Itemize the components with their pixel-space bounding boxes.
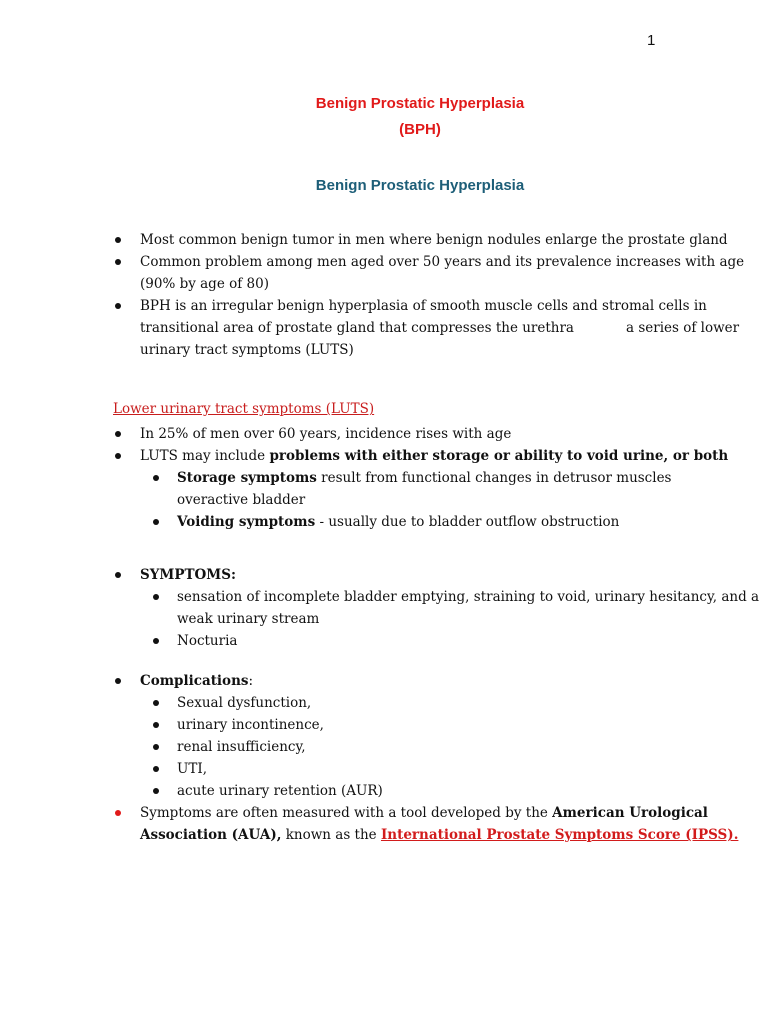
list-item: renal insufficiency, [0,736,768,758]
list-item [0,564,768,586]
luts-list [0,423,768,533]
list-item: In 25% of men over 60 years, incidence rises with age [0,423,768,445]
complications-list [0,670,768,846]
page-number: 1 [647,32,656,49]
list-item: Most common benign tumor in men where benign nodules enlarge the prostate gland [0,229,768,251]
list-item: Symptoms are often measured with a tool developed by the American Urological Association (AUA), known as the International Prostate Symptoms Score (IPSS). [0,802,768,846]
list-item: Complications: [0,670,768,692]
document-title [0,95,768,112]
list-item: Sexual dysfunction, [0,692,768,714]
list-item: acute urinary retention (AUR) [0,780,768,802]
list-item: Storage symptoms result from functional changes in detrusor muscles overactive bladder [0,467,768,511]
document-title-abbrev [0,121,768,138]
list-item: urinary incontinence, [0,714,768,736]
list-item: BPH is an irregular benign hyperplasia of smooth muscle cells and stromal cells in transitional area of prostate gland that compresses the urethra a series of lower urinary tract symptoms (LUTS) [0,295,768,361]
luts-heading-link[interactable]: Lower urinary tract symptoms (LUTS) [113,401,375,417]
symptoms-list [0,564,768,652]
list-item: sensation of incomplete bladder emptying, straining to void, urinary hesitancy, and a weak urinary stream [0,586,768,630]
title-line-2: (BPH) [399,121,441,138]
list-item: Common problem among men aged over 50 years and its prevalence increases with age (90% by age of 80) [0,251,768,295]
symptoms-heading: SYMPTOMS: [140,567,236,583]
list-item: Voiding symptoms - usually due to bladder outflow obstruction [0,511,768,533]
list-item: Nocturia [0,630,768,652]
title-line-1: Benign Prostatic Hyperplasia [315,95,525,112]
intro-list [0,229,768,361]
list-item: UTI, [0,758,768,780]
ipss-link[interactable]: International Prostate Symptoms Score (IPSS). [380,827,739,843]
list-item: LUTS may include problems with either storage or ability to void urine, or both [0,445,768,467]
complications-heading: Complications [140,673,249,689]
section-subtitle: Benign Prostatic Hyperplasia [315,177,525,194]
